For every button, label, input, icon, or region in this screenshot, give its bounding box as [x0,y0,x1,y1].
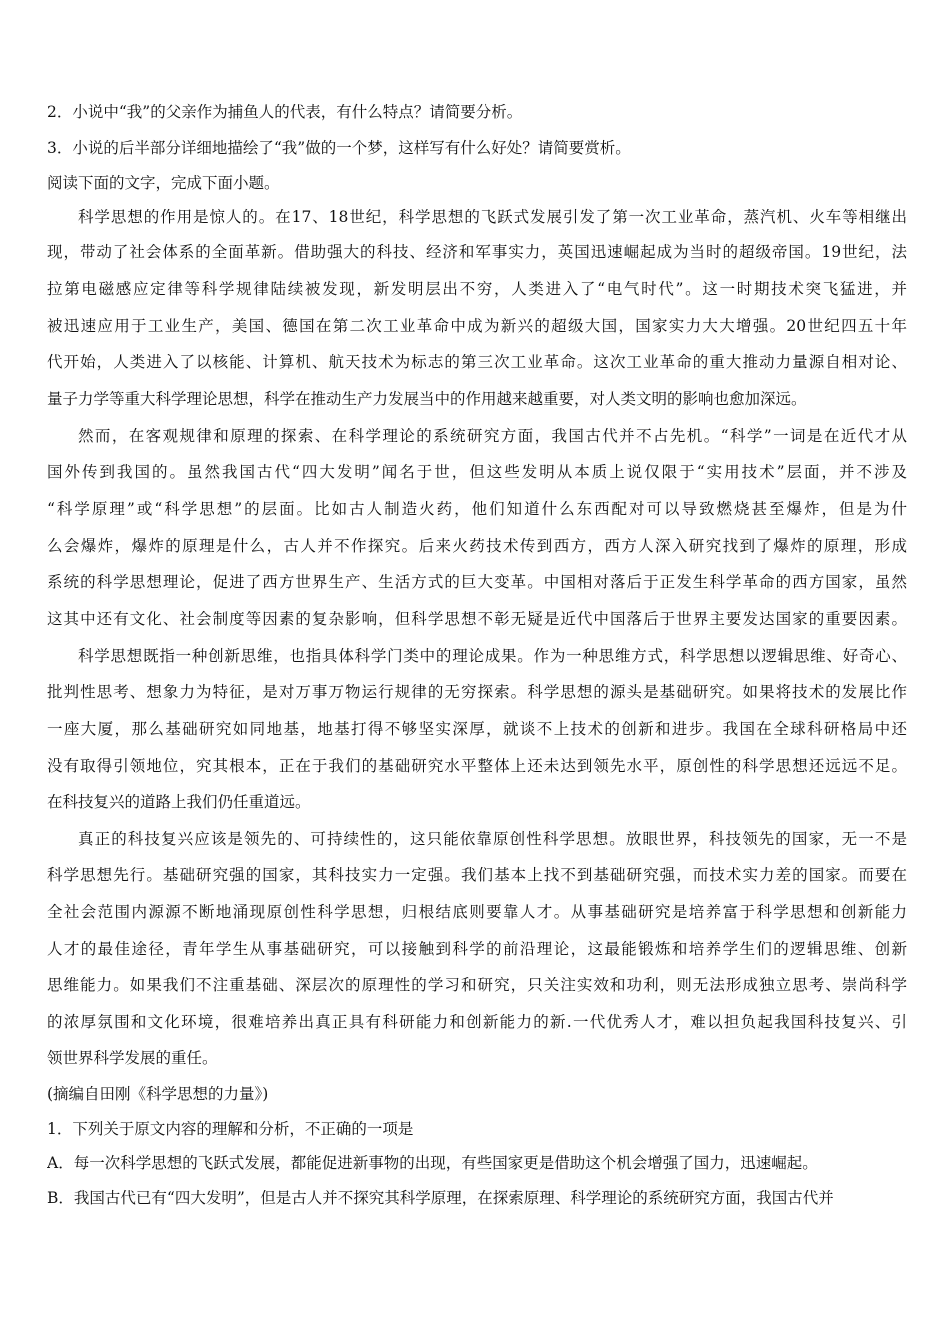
question-2: 2．小说中“我”的父亲作为捕鱼人的代表，有什么特点？请简要分析。 [47,103,523,121]
source-citation: (摘编自田刚《科学思想的力量》) [47,1085,269,1103]
reading-instruction: 阅读下面的文字，完成下面小题。 [47,174,280,192]
paragraph-line: 国外传到我国的。虽然我国古代“四大发明”闻名于世，但这些发明从本质上说仅限于“实用技术”层面，并不涉及 [47,463,907,481]
paragraph-line: 科学思想的作用是惊人的。在17、18世纪，科学思想的飞跃式发展引发了第一次工业革命，蒸汽机、火车等相继出 [78,208,907,226]
paragraph-line: “科学原理”或“科学思想”的层面。比如古人制造火药，他们知道什么东西配对可以导致燃烧甚至爆炸，但是为什 [47,500,907,518]
paragraph-line: 思维能力。如果我们不注重基础、深层次的原理性的学习和研究，只关注实效和功利，则无法形成独立思考、崇尚科学 [47,976,907,994]
paragraph-line: 代开始，人类进入了以核能、计算机、航天技术为标志的第三次工业革命。这次工业革命的重大推动力量源自相对论、 [47,353,907,371]
paragraph-line: 批判性思考、想象力为特征，是对万事万物运行规律的无穷探索。科学思想的源头是基础研究。如果将技术的发展比作 [47,683,907,701]
question-1: 1．下列关于原文内容的理解和分析，不正确的一项是 [47,1120,414,1138]
paragraph-line: 这其中还有文化、社会制度等因素的复杂影响，但科学思想不彰无疑是近代中国落后于世界主要发达国家的重要因素。 [47,610,907,628]
paragraph-line: 真正的科技复兴应该是领先的、可持续性的，这只能依靠原创性科学思想。放眼世界，科技领先的国家，无一不是 [78,830,907,848]
paragraph-line: 科学思想既指一种创新思维，也指具体科学门类中的理论成果。作为一种思维方式，科学思想以逻辑思维、好奇心、 [78,647,907,665]
paragraph-line: 然而，在客观规律和原理的探索、在科学理论的系统研究方面，我国古代并不占先机。“科学”一词是在近代才从 [78,427,907,445]
paragraph-line: 被迅速应用于工业生产，美国、德国在第二次工业革命中成为新兴的超级大国，国家实力大大增强。20世纪四五十年 [47,317,907,335]
paragraph-line: 全社会范围内源源不断地涌现原创性科学思想，归根结底则要靠人才。从事基础研究是培养富于科学思想和创新能力 [47,903,907,921]
paragraph-line: 拉第电磁感应定律等科学规律陆续被发现，新发明层出不穷，人类进入了“电气时代”。这一时期技术突飞猛进，并 [47,280,907,298]
option-b: B．我国古代已有“四大发明”，但是古人并不探究其科学原理，在探索原理、科学理论的系统研究方面，我国古代并 [47,1189,834,1207]
paragraph-line: 的浓厚氛围和文化环境，很难培养出真正具有科研能力和创新能力的新.一代优秀人才，难以担负起我国科技复兴、引 [47,1013,907,1031]
paragraph-line: 科学思想先行。基础研究强的国家，其科技实力一定强。我们基本上找不到基础研究强，而技术实力差的国家。而要在 [47,866,907,884]
paragraph-line: 一座大厦，那么基础研究如同地基，地基打得不够坚实深厚，就谈不上技术的创新和进步。我国在全球科研格局中还 [47,720,907,738]
paragraph-line: 量子力学等重大科学理论思想，科学在推动生产力发展当中的作用越来越重要，对人类文明的影响也愈加深远。 [47,390,807,408]
paragraph-line: 领世界科学发展的重任。 [47,1049,218,1067]
option-a: A．每一次科学思想的飞跃式发展，都能促进新事物的出现，有些国家更是借助这个机会增强了国力，迅速崛起。 [47,1154,818,1172]
paragraph-line: 么会爆炸，爆炸的原理是什么，古人并不作探究。后来火药技术传到西方，西方人深入研究找到了爆炸的原理，形成 [47,537,907,555]
paragraph-line: 现，带动了社会体系的全面革新。借助强大的科技、经济和军事实力，英国迅速崛起成为当时的超级帝国。19世纪，法 [47,243,907,261]
paragraph-line: 系统的科学思想理论，促进了西方世界生产、生活方式的巨大变革。中国相对落后于正发生科学革命的西方国家，虽然 [47,573,907,591]
paragraph-line: 人才的最佳途径，青年学生从事基础研究，可以接触到科学的前沿理论，这最能锻炼和培养学生们的逻辑思维、创新 [47,940,907,958]
paragraph-line: 在科技复兴的道路上我们仍任重道远。 [47,793,311,811]
paragraph-line: 没有取得引领地位，究其根本，正在于我们的基础研究水平整体上还未达到领先水平，原创性的科学思想还远远不足。 [47,757,907,775]
question-3: 3．小说的后半部分详细地描绘了“我”做的一个梦，这样写有什么好处？请简要赏析。 [47,139,631,157]
